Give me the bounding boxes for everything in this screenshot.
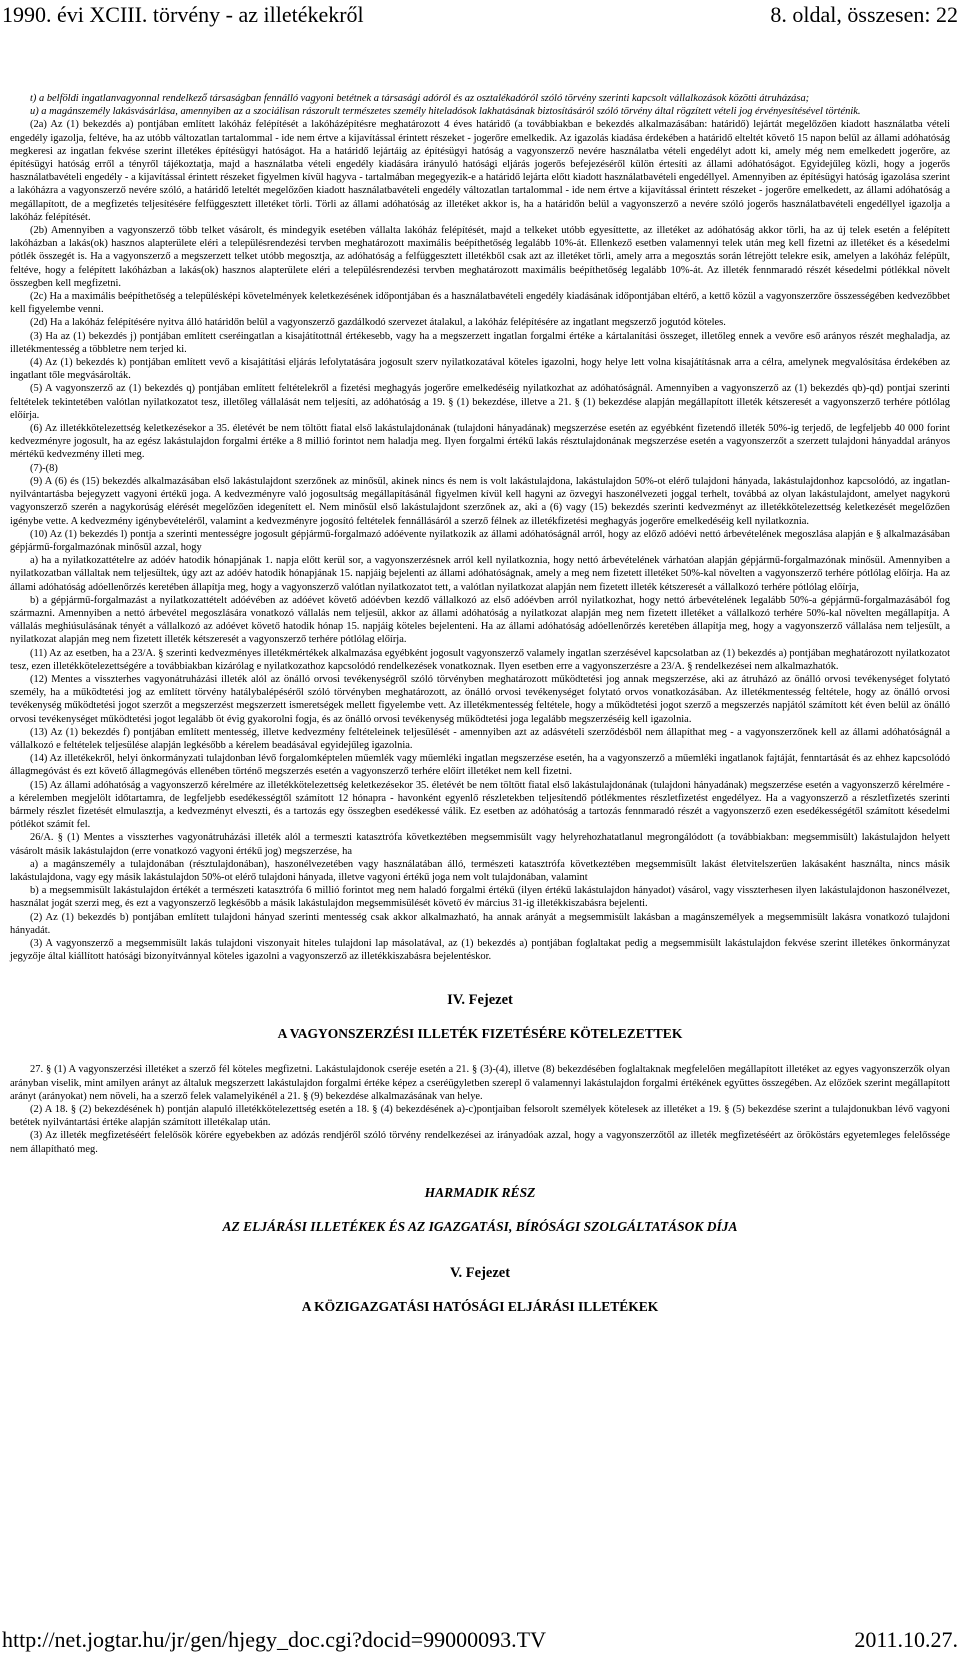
paragraph-10b: b) a gépjármű-forgalmazást a nyilatkozattételt adóévében az adóévet követő adóévben kezdő vállalkozó az első adóévben arról nyilatkozhat, hogy nettó árbevételének legalább 50%-a gépjármű-forgalmazásából fog származni. Amennyiben a nettó árbevétel megoszlására vonatkozó vállalás nem teljesül, akkor az állami adóhatóság a nyilatkozat alapján meg nem fizetett illetéket a vállalkozó terhére 50%-kal növelten megállapítja. A vállalás meghiúsulásának tényét a vállalkozó az adóévet követő hatodik hónap 15. napjáig köteles bejelenteni. Ha az állami adóhatóság adóellenőrzés keretében állapítja meg, hogy a vagyonszerző vállalása nem teljesült, a nyilatkozat alapján meg nem fizetett illeték kétszeresét a vagyonszerző terhére pótlólag előírja.	[10, 594, 950, 646]
paragraph-2d: (2d) Ha a lakóház felépítésére nyitva álló határidőn belül a vagyonszerző gazdálkodó szervezet átalakul, a lakóház felépítésére az ingatlant megszerző jogutód köteles.	[30, 317, 726, 329]
paragraph-3: (3) Ha az (1) bekezdés j) pontjában említett cseréingatlan a kisajátítottnál értékesebb, vagy ha a megszerzett ingatlan forgalmi értéke a kártalanítási összeget, illetőleg ennek a vevőre eső arányos részét meghaladja, az illetékmentesség a többletre nem terjed ki.	[10, 330, 950, 355]
chapter-5-number: V. Fejezet	[449, 1264, 511, 1281]
paragraph-5: (5) A vagyonszerző az (1) bekezdés q) pontjában említett feltételekről a fizetési meghagyás jogerőre emelkedéséig nyilatkozhat az adóhatóságnál. Amennyiben a vagyonszerző az (1) bekezdés qb)-qd) pontjai szerinti feltételek tekintetében valótlan nyilatkozatot tesz, illetőleg vállalását nem teljesíti, az adóhatóság a 19. § (1) bekezdése, illetve a 21. § (1) bekezdése alapján megállapított illeték kétszeresét a vagyonszerző terhére pótlólag előírja.	[10, 383, 950, 421]
paragraph-26a-1: 26/A. § (1) Mentes a visszterhes vagyonátruházási illeték alól a termeszti katasztrófa következtében megsemmisült vagy helyrehozhatatlanul megrongálódott (a továbbiakban: megsemmisült) lakástulajdon helyett vásárolt másik lakástulajdon (erre vonatkozó vagyoni értékű jog) megszerzése, ha	[10, 832, 950, 857]
document-title: 1990. évi XCIII. törvény - az illetékekről	[2, 2, 364, 27]
paragraph-27-1: 27. § (1) A vagyonszerzési illetéket a szerző fél köteles megfizetni. Lakástulajdonok cseréje esetén a 21. § (3)-(4), illetve (8) bekezdésében foglaltaknak megfelelően megállapított illetéket az egyes vagyonszerzők olyan arányban viselik, mint amilyen arányt az általuk megszerzett lakástulajdon forgalmi értéke képez a cseréügyletben szerepl ő valamennyi lakástulajdon forgalmi értékének együttes összegében. Az előzőek szerint megállapított arányt (arányokat) nem növeli, ha a szerző felek valamelyikénél a 21. § (9) bekezdése alkalmazásának van helye.	[10, 1064, 950, 1102]
paragraph-11: (11) Az az esetben, ha a 23/A. § szerinti kedvezményes illetékmértékek alkalmazása egyébként jogosult vagyonszerző valamely ingatlan szerzésével kapcsolatban az (1) bekezdés a) pontjában meghatározott nyilatkozatot tesz, ezen illetékkötelezettségére a továbbiakban kizárólag e nyilatkozathoz kapcsolódó rendelkezések vonatkoznak. Ilyen esetben erre a vagyonszerzésre a 23/A. § rendelkezései nem alkalmazhatók.	[10, 647, 950, 672]
chapter-5-title: A KÖZIGAZGATÁSI HATÓSÁGI ELJÁRÁSI ILLETÉKEK	[301, 1298, 659, 1314]
page-header	[0, 0, 960, 34]
paragraph-15: (15) Az állami adóhatóság a vagyonszerző kérelmére az illetékkötelezettség keletkezésekor 35. életévét be nem töltött fiatal első lakástulajdonának (tulajdoni hányadának) megszerzése esetén a vagyonszerző kérelmére - a kérelemben megjelölt időtartamra, de legfeljebb esedékességtől számított 12 hónapra - havonként egyenlő részletekben teljesítendő pótlékmentes részletfizetést engedélyez. Ha a vagyonszerző a részletfizetés szerinti bármely részlet fizetését elmulasztja, a kedvezményt elveszti, és a tartozás egy összegben esedékessé válik. Ez esetben az adóhatóság a tartozás fennmaradó részét a vagyonszerző ezen esedékességétől számított késedelmi pótlékot számít fel.	[10, 779, 950, 831]
paragraph-14: (14) Az illetékekről, helyi önkormányzati tulajdonban lévő forgalomképtelen műemlék vagy műemléki ingatlan megszerzése esetén, ha a vagyonszerző a műemléki ingatlanok fajtáját, fenntartását és az ehhez kapcsolódó állagmegóvást és ezt követő állagmegóvás ellenében történő megszerzés esetén a vagyonszerző terhére előírt illetéket nem kell fizetni.	[10, 753, 950, 778]
part-3-number: HARMADIK RÉSZ	[424, 1184, 536, 1200]
chapter-4-number: IV. Fejezet	[447, 992, 513, 1009]
paragraph-27-3: (3) Az illeték megfizetéséért felelősök körére egyebekben az adózás rendjéről szóló törvény rendelkezései az irányadóak azzal, hogy a vagyonszerzőtől az illeték megfizetéséért az örököstárs egyetemleges felelőssége nem állapítható meg.	[10, 1130, 950, 1155]
paragraph-4: (4) Az (1) bekezdés k) pontjában említett vevő a kisajátítási eljárás lefolytatására jogosult szerv nyilatkozatával köteles igazolni, hogy helye lett volna kisajátításnak arra a célra, amelynek megvalósítása érdekében az ingatlant tőle megvásárolták.	[10, 357, 950, 382]
paragraph-26a-b: b) a megsemmisült lakástulajdon értékét a természeti katasztrófa 6 millió forintot meg nem haladó forgalmi értékű (ilyen értékű lakástulajdon hányadot) vásárol, vagy visszterhesen ilyen lakástulajdonon haszonélvezet, használat jogát szerzi meg, és ezt a vagyonszerző legkésőbb a másik lakástulajdon megsemmisülését követő év március 31-ig illetékkiszabásra bejelenti.	[10, 885, 950, 910]
paragraph-7-8: (7)-(8)	[30, 462, 58, 474]
chapter-4-title: A VAGYONSZERZÉSI ILLETÉK FIZETÉSÉRE KÖTELEZETTEK	[277, 1026, 683, 1042]
paragraph-10a: a) ha a nyilatkozattételre az adóév hatodik hónapjának 1. napja előtt kerül sor, a vagyonszerzésnek arról kell nyilatkoznia, hogy nettó árbevételének várhatóan alapján gépjármű-forgalmazónak minősül. Amennyiben a nyilatkozatban vállaltak nem teljesültek, úgy azt az adóév hatodik hónapjának 15. napjáig bejelenti az állami adóhatóságnak, amely a meg nem fizetett illetéket 50%-kal növelten a vagyonszerző terhére pótlólag előírja. Ha az állami adóhatóság adóellenőrzés keretében állapítja meg, hogy a vagyonszerző valótlan nyilatkozatot tett, a valótlan nyilatkozat alapján nem fizetett illeték kétszeresét a vállalkozó terhére pótlólag előírja,	[10, 555, 950, 593]
paragraph-26a-a: a) a magánszemély a tulajdonában (résztulajdonában), haszonélvezetében vagy használatában álló, természeti katasztrófa következtében megsemmisült lakást életvitelszerűen lakásaként használta, nincs másik lakástulajdona, vagy egy másik lakástulajdon 50%-ot elérő tulajdoni hányada, illetve vagyoni értékű joga nem volt tulajdonában, valamint	[10, 858, 950, 883]
paragraph-2a: (2a) Az (1) bekezdés a) pontjában említett lakóház felépítését a lakóházépítésre meghatározott 4 éves határidő (a továbbiakban e bekezdés alkalmazásában: határidő) lejártát megelőzően kiadott használatba vételi engedély igazolja, feltéve, ha az utóbb változatlan tartalommal - ide nem értve a kijavítással érintett részeket - jogerőre emelkedik. Az igazolás kiadása érdekében a határidő elteltét követő 15 napon belül az állami adóhatóság megkeresi az ingatlan fekvése szerint illetékes építésügyi hatóságot. Ha a határidő lejártáig az építésügyi hatóság a vagyonszerző nevére használatba vételi engedélyt adott ki, amely még nem emelkedett jogerőre, az építésügyi hatóság erről a tényről tájékoztatja, majd a használatba vételi engedély kiadására irányuló hatósági eljárás jogerős befejezéséről külön értesíti az állami adóhatóságot. Egyidejűleg közli, hogy a jogerős használatbavételi engedély - a kijavítással érintett részeket figyelmen kívül hagyva - tartalmában megegyezik-e a határidő lejárta előtt kiadott használatbavételi engedéllyel. Amennyiben az építésügyi hatóság igazolása szerint a lakóházra a vagyonszerző nevére szóló, a határidő leteltét megelőzően kiadott használatbavételi engedély változatlan tartalommal - ide nem értve a kijavítással érintett részeket - jogerőre emelkedett, az állami adóhatóság a megállapított, de a megfizetés teljesítésére felfüggesztett illetéket törli. Törli az állami adóhatóság az illetéket akkor is, ha a határidőn belül a vagyonszerző a nevére szóló jogerős használatbavételi engedéllyel igazolja a lakóház felépítését.	[10, 119, 950, 223]
paragraph-u: u) a magánszemély lakásvásárlása, amennyiben az a szociálisan rászorult természetes személy hiteladósok lakhatásának biztosításáról szóló törvény által rögzített vételi jog érvényesítésével történik.	[30, 106, 861, 118]
source-url: http://net.jogtar.hu/jr/gen/hjegy_doc.cgi?docid=99000093.TV	[2, 1627, 546, 1652]
page-info: 8. oldal, összesen: 22	[770, 2, 958, 27]
paragraph-2b: (2b) Amennyiben a vagyonszerző több telket vásárolt, és mindegyik esetében vállalta lakóház felépítését, majd a telkeket utóbb egyesíttette, az illetéket az adóhatóság akkor törli, ha az új telek esetén a felépített lakóházban a lakás(ok) hasznos alapterülete eléri a településrendezési tervben meghatározott maximális beépíthetőség legalább 10%-át. Ellenkező esetben valamennyi telek után meg kell fizetni az illetéket és a késedelmi pótlék összegét is. Ha a vagyonszerző a megszerzett telket utóbb megosztja, az adóhatóság a felfüggesztett illetékből csak azt az illetéket törli, amely arra a megosztás során létrejött telekre esik, amelyen a lakóház felépült, feltéve, hogy a felépített lakóházban a lakás(ok) hasznos alapterülete eléri a településrendezési tervben meghatározott maximális beépíthetőség legalább 10%-át. Az illeték fennmaradó részét késedelmi pótlékkal növelt összegben kell megfizetni.	[10, 225, 950, 289]
paragraph-t: t) a belföldi ingatlanvagyonnal rendelkező társaságban fennálló vagyoni betétnek a társasági adóról és az osztalékadóról szóló törvény szerinti kapcsolt vállalkozások közötti átruházása;	[30, 93, 810, 104]
paragraph-26a-3: (3) A vagyonszerző a megsemmisült lakás tulajdoni viszonyait hiteles tulajdoni lap másolatával, az (1) bekezdés a) pontjában foglaltakat pedig a megsemmisült lakástulajdon fekvése szerint illetékes önkormányzat jegyzője által kiállított hatósági bizonyítvánnyal köteles igazolni a vagyonszerző az illetékkiszabásra bejelentéskor.	[10, 938, 950, 963]
paragraph-6: (6) Az illetékkötelezettség keletkezésekor a 35. életévét be nem töltött fiatal első lakástulajdonának (tulajdoni hányadának) megszerzése esetén az egyébként fizetendő illeték 50%-ig terjedő, de legfeljebb 40 000 forint kedvezményre jogosult, ha az egész lakástulajdon forgalmi értéke a 8 millió forintot nem haladja meg. Ilyen forgalmi értékű lakás résztulajdonának megszerzése esetén a vagyonszerzőt a szerzett tulajdoni hányaddal arányos mértékű kedvezmény illeti meg.	[10, 423, 950, 461]
paragraph-2c: (2c) Ha a maximális beépíthetőség a településképi követelmények keletkezésének időpontjában és a használatbavételi engedély kiadásának időpontjában eltérő, a kettő közül a vagyonszerzőre összességében kedvezőbbet kell figyelembe venni.	[10, 291, 950, 316]
paragraph-12: (12) Mentes a visszterhes vagyonátruházási illeték alól az önálló orvosi tevékenységről szóló törvényben meghatározott működtetési jog annak megszerzése, aki az átruházó az önálló orvosi tevékenységet folytató személy, ha a működtetési jog az említett törvény hatálybalépéséről szóló törvényben meghatározott, az önálló orvosi tevékenységet folytató orvos vonatkozásában. Az illetékmentesség feltétele, hogy az önálló orvosi tevékenység működtetési jogot szerzőt a megszerzést megszerzett ismeretségek mellett figyelembe vett. Az illetékmentesség feltétele, hogy a működtetési jogot szerző a megszerzés napjától számított két éven belül az önálló orvosi tevékenységet működtetési jogot legalább öt évig gyakorolni fogja, és az önálló orvosi tevékenység működtetési joga legalább megszerzéséig kell igazolnia.	[10, 673, 950, 725]
paragraph-26a-2: (2) Az (1) bekezdés b) pontjában említett tulajdoni hányad szerinti mentesség csak akkor alkalmazható, ha annak arányát a megsemmisült lakásban a magánszemélyek a megsemmisült lakásra vonatkozó tulajdoni hányadát.	[10, 911, 950, 936]
paragraph-27-2: (2) A 18. § (2) bekezdésének h) pontján alapuló illetékkötelezettség esetén a 18. § (4) bekezdésének a)-c)pontjaiban felsorolt személyek kötelesek az illetéket a 19. § (5) bekezdése szerint a tulajdonukban lévő vagyoni betétek nyilvántartási értéke alapján számított illetékalap után.	[10, 1104, 950, 1129]
document-body	[10, 92, 950, 1316]
print-date: 2011.10.27.	[854, 1627, 958, 1652]
page-footer	[0, 1626, 960, 1654]
paragraph-9: (9) A (6) és (15) bekezdés alkalmazásában első lakástulajdont szerzőnek az minősül, akinek nincs és nem is volt lakástulajdona, lakástulajdon 50%-ot elérő tulajdoni hányada, lakástulajdonhoz kapcsolódó, az ingatlan-nyilvántartásba bejegyzett vagyoni értékű joga. A kedvezményre való jogosultság megállapításánál figyelmen kívül kell hagyni az özvegyi haszonélvezeti joggal terhelt, továbbá az olyan lakástulajdont, amelyet nagykorú vagyonszerző szerén a nagykorúság elérését megelőzően idegenített el. Nem minősül első lakástulajdont szerzőnek az, aki a (6) vagy (15) bekezdés szerinti kedvezményt az illetékkötelezettség keletkezését megelőzően igénybe vette. A kedvezmény igénybevételéről, valamint a kedvezményre jogosító feltételek fennállásáról a szerző félnek az illetékfizetési meghagyás jogerőre emelkedéséig kell nyilatkoznia.	[10, 475, 950, 527]
part-3-title: AZ ELJÁRÁSI ILLETÉKEK ÉS AZ IGAZGATÁSI, BÍRÓSÁGI SZOLGÁLTATÁSOK DÍJA	[222, 1218, 738, 1234]
paragraph-10: (10) Az (1) bekezdés l) pontja a szerinti mentességre jogosult gépjármű-forgalmazó adóévente nyilatkozik az állami adóhatóságnál arról, hogy az előző adóévi nettó árbevételének megoszlása alapján e § alkalmazásában gépjármű-forgalmazónak minősül azzal, hogy	[10, 528, 950, 553]
paragraph-13: (13) Az (1) bekezdés f) pontjában említett mentesség, illetve kedvezmény feltételeinek teljesülését - amennyiben azt az adásvételi szerződésből nem állapíthat meg - a vagyonszerzőnek kell az állami adóhatóságnál a vállalkozó e feltételek teljesülése alapján legkésőbb a kérelem beadásával egyidejűleg igazolnia.	[10, 726, 950, 751]
